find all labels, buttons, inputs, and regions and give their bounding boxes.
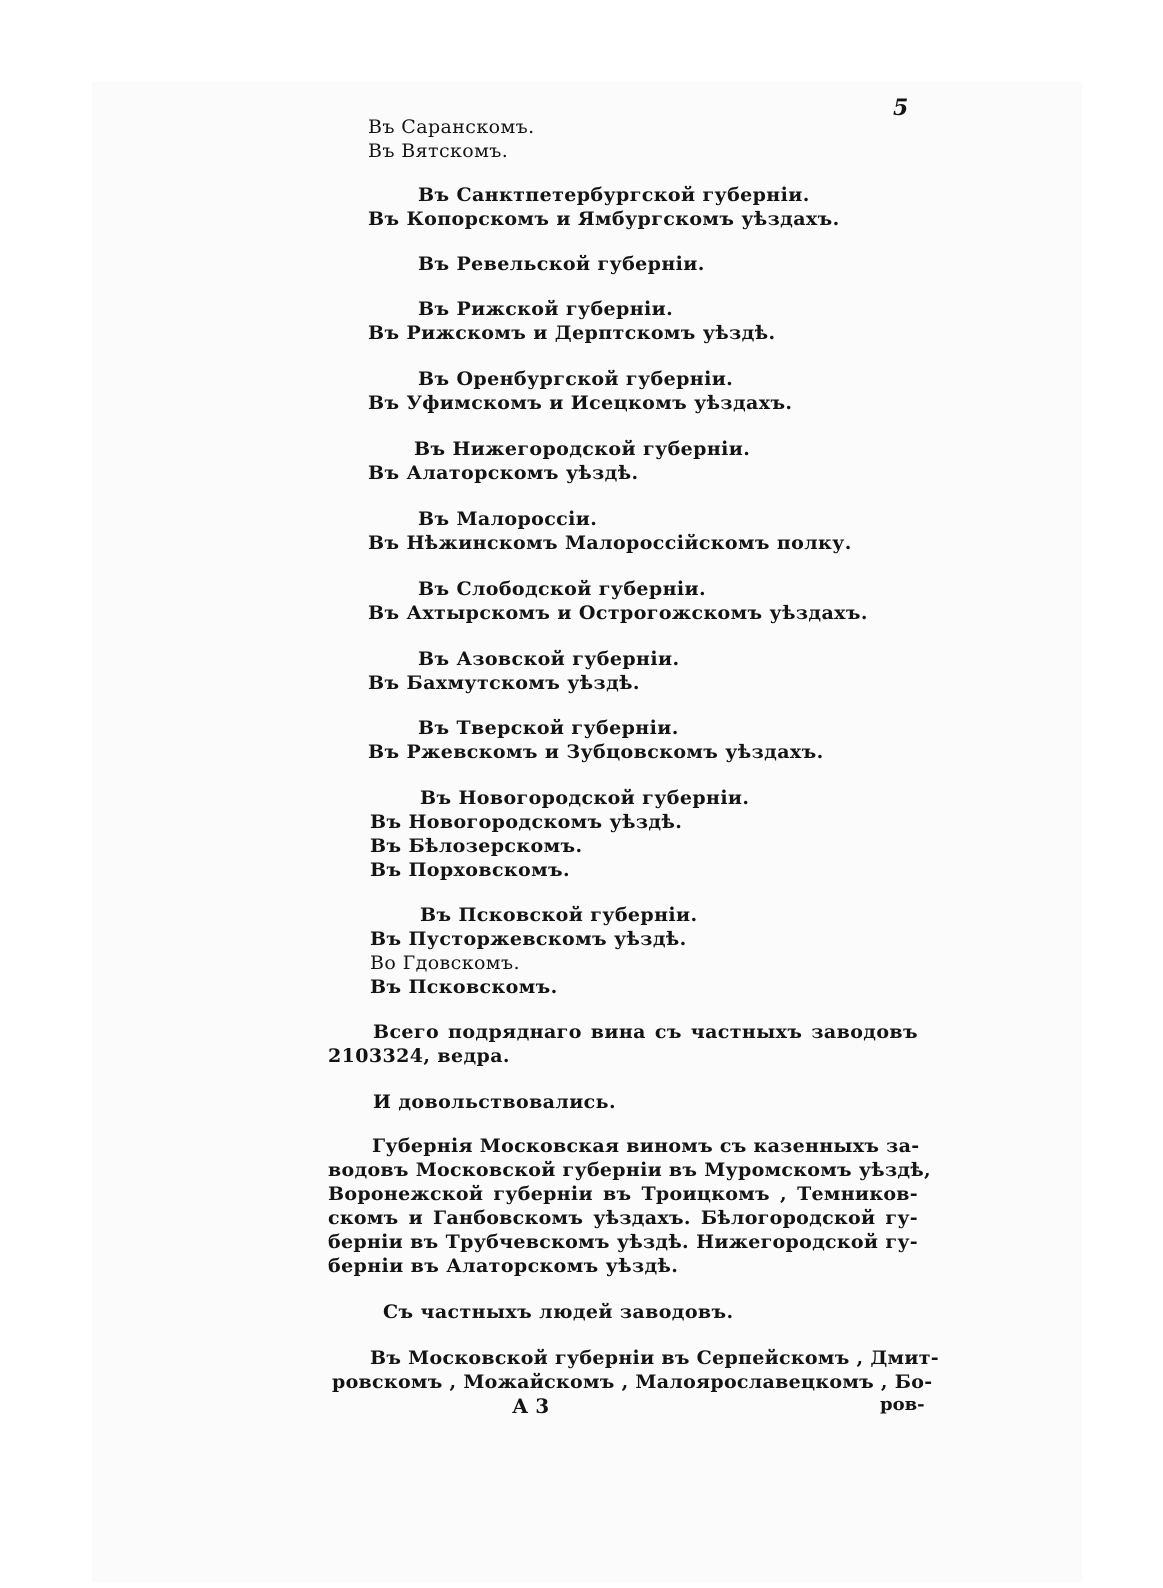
section-heading: Въ Санктпетербургской губерніи. xyxy=(418,184,810,206)
total-line: 2103324, ведра. xyxy=(328,1045,510,1067)
page-number: 5 xyxy=(893,95,909,121)
section-heading: Въ Малороссіи. xyxy=(418,508,598,530)
paragraph-line: ровскомъ , Можайскомъ , Малоярославецкомъ , Бо- xyxy=(332,1371,933,1393)
text-line: Во Гдовскомъ. xyxy=(370,952,520,974)
text-line: Въ Рижскомъ и Дерптскомъ уѣздѣ. xyxy=(368,322,776,344)
text-line: Въ Вятскомъ. xyxy=(368,140,509,162)
section-heading: Въ Оренбургской губерніи. xyxy=(418,368,734,390)
text-line: Въ Псковскомъ. xyxy=(370,976,558,998)
text-line: Въ Саранскомъ. xyxy=(368,116,535,138)
text-line: Въ Ржевскомъ и Зубцовскомъ уѣздахъ. xyxy=(368,741,824,763)
section-heading: Въ Нижегородской губерніи. xyxy=(414,438,751,460)
subheading: И довольствовались. xyxy=(373,1091,616,1113)
section-heading: Въ Азовской губерніи. xyxy=(418,648,680,670)
text-line: Въ Бѣлозерскомъ. xyxy=(370,835,583,857)
catchword: ров- xyxy=(880,1394,925,1415)
section-heading: Въ Тверской губерніи. xyxy=(418,717,679,739)
text-line: Въ Порховскомъ. xyxy=(370,859,571,881)
subheading: Съ частныхъ людей заводовъ. xyxy=(383,1301,734,1323)
section-heading: Въ Слободской губерніи. xyxy=(418,578,707,600)
total-line: Всего подряднаго вина съ частныхъ заводовъ xyxy=(373,1021,918,1043)
text-line: Въ Новогородскомъ уѣздѣ. xyxy=(370,811,683,833)
paragraph-line: Губернія Московская виномъ съ казенныхъ за- xyxy=(372,1135,920,1157)
text-line: Въ Копорскомъ и Ямбургскомъ уѣздахъ. xyxy=(368,208,840,230)
section-heading: Въ Новогородской губерніи. xyxy=(420,787,750,809)
paragraph-line: берніи въ Алаторскомъ уѣздѣ. xyxy=(328,1255,679,1277)
text-line: Въ Ахтырскомъ и Острогожскомъ уѣздахъ. xyxy=(368,602,868,624)
signature-mark: А 3 xyxy=(512,1394,550,1418)
section-heading: Въ Ревельской губерніи. xyxy=(418,253,705,275)
text-line: Въ Пусторжевскомъ уѣздѣ. xyxy=(370,928,687,950)
paragraph-line: берніи въ Трубчевскомъ уѣздѣ. Нижегородской гу- xyxy=(328,1231,918,1253)
text-line: Въ Бахмутскомъ уѣздѣ. xyxy=(368,672,640,694)
text-line: Въ Нѣжинскомъ Малороссійскомъ полку. xyxy=(368,532,852,554)
section-heading: Въ Псковской губерніи. xyxy=(420,904,698,926)
paragraph-line: Въ Московской губерніи въ Серпейскомъ , Дмит- xyxy=(370,1347,939,1369)
paragraph-line: водовъ Московской губерніи въ Муромскомъ уѣздѣ, xyxy=(328,1159,931,1181)
section-heading: Въ Рижской губерніи. xyxy=(418,298,674,320)
paragraph-line: Воронежской губерніи въ Троицкомъ , Темников- xyxy=(328,1183,918,1205)
text-line: Въ Уфимскомъ и Исецкомъ уѣздахъ. xyxy=(368,392,793,414)
text-line: Въ Алаторскомъ уѣздѣ. xyxy=(368,462,639,484)
paragraph-line: скомъ и Ганбовскомъ уѣздахъ. Бѣлогородской гу- xyxy=(328,1207,918,1229)
